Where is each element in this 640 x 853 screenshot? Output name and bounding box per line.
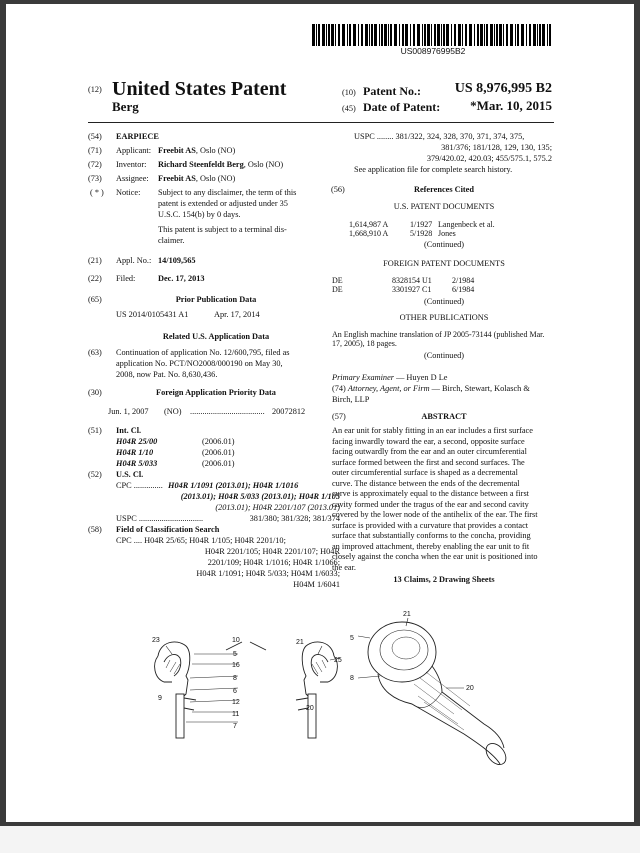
code-72: (72) [88,160,102,169]
viewer-background [0,826,640,853]
patent-date: *Mar. 10, 2015 [470,98,552,113]
abstract-line: closely against the concha when the ear unit is positioned into [332,552,538,561]
us-doc-number: 1,668,910 A [349,229,389,238]
notice-line: Subject to any disclaimer, the term of this [158,188,297,197]
continued-label: (Continued) [423,351,465,360]
notice-line: claimer. [158,236,185,245]
abstract-line: covered by the lower node of the antihelix of the ear. The first [332,510,538,519]
cpc-label: CPC .............. [116,481,163,490]
int-cl-class: H04R 1/10 [116,448,154,457]
int-cl-version: (2006.01) [202,459,235,468]
code-12: (12) [88,85,102,94]
primary-examiner: Primary Examiner — Huyen D Le [332,373,448,382]
field-search-line: H04R 1/1091; H04R 5/033; H04M 1/6033; [196,569,340,578]
right-uspc-line: USPC ........ 381/322, 324, 328, 370, 371, 374, 375, [354,132,525,141]
barcode-text: US008976995B2 [400,46,466,56]
figure-label: 9 [158,695,162,702]
abstract-line: outer circumferential surface is shaped as a decremental [332,468,518,477]
figure-label: 6 [233,688,237,695]
figure-label: 12 [232,699,240,706]
abstract-line: the ear. [332,562,356,572]
figure-label: 5 [350,635,354,642]
code-45: (45) [342,104,356,113]
figure-label: 8 [350,675,354,682]
patent-number: US 8,976,995 B2 [454,81,552,96]
code-30: (30) [88,388,102,397]
figure-label: 8 [233,675,237,682]
continuation-line: 2008, now Pat. No. 8,630,436. [116,370,218,379]
int-cl-class: H04R 25/00 [116,437,158,446]
figure-label: 20 [306,705,314,712]
right-uspc-line: 381/376; 181/128, 129, 130, 135; [441,143,552,152]
code-71: (71) [88,146,102,155]
abstract-line: cavity formed under the tragus of the ear and second cavity [332,499,529,509]
date-label: Date of Patent: [363,100,441,114]
code-63: (63) [88,348,102,357]
applicant-value: Freebit AS, Oslo (NO) [158,146,236,155]
figure-label: 21 [296,639,304,646]
code-54: (54) [88,132,102,141]
continuation-line: Continuation of application No. 12/600,795, filed as [116,348,290,357]
code-58: (58) [88,525,102,534]
field-search-title: Field of Classification Search [116,525,220,534]
int-cl-version: (2006.01) [202,437,235,446]
figure-label: 25 [334,657,342,664]
attorney-line: Birch, LLP [332,395,370,404]
figure-label: 21 [403,611,411,618]
other-publication-line: An English machine translation of JP 2005-73144 (published Mar. [332,330,545,339]
patent-page [6,4,634,822]
priority-country: (NO) [164,407,182,416]
foreign-doc-date: 6/1984 [452,285,475,294]
field-search-line: H04M 1/6041 [293,580,340,589]
abstract-line: surface is provided with a curvature that provides a contact [332,520,529,530]
code-52: (52) [88,470,102,479]
uspc-value: 381/380; 381/328; 381/374 [249,514,340,523]
field-search-line: CPC .... H04R 25/65; H04R 1/105; H04R 2201/10; [116,536,286,545]
abstract-line: an improved attachment, thereby enabling the ear unit to fit [332,541,530,551]
header-rule [88,122,554,123]
references-cited-title: References Cited [414,185,474,194]
assignee-value: Freebit AS, Oslo (NO) [158,174,236,183]
notice-label: Notice: [116,188,141,197]
right-uspc-line: 379/420.02, 420.03; 455/575.1, 575.2 [426,154,552,163]
figure-label: 7 [233,723,237,730]
figure-label: 10 [232,637,240,644]
code-notice: ( * ) [90,188,104,197]
filed-value: Dec. 17, 2013 [158,274,205,283]
earpiece-front-drawing [146,624,346,739]
code-56: (56) [331,185,345,194]
foreign-priority-title: Foreign Application Priority Data [156,388,276,397]
uspc-label: USPC ............................... [116,514,204,523]
other-publications-title: OTHER PUBLICATIONS [399,313,489,322]
us-doc-name: Langenbeck et al. [438,220,495,229]
other-publication-line: 17, 2005), 18 pages. [332,339,397,348]
priority-number: 20072812 [272,407,306,416]
int-cl-version: (2006.01) [202,448,235,457]
search-history-note: See application file for complete search history. [354,165,513,174]
cpc-line: H04R 1/1091 (2013.01); H04R 1/1016 [168,481,299,490]
figure-label: 5 [233,651,237,658]
us-cl-title: U.S. Cl. [116,470,144,479]
cpc-line: (2013.01); H04R 2201/107 (2013.01) [215,503,340,512]
continuation-line: application No. PCT/NO2008/000190 on May 30, [116,359,283,368]
int-cl-class: H04R 5/033 [116,459,158,468]
document-title: United States Patent [112,78,287,100]
foreign-doc-country: DE [332,276,343,285]
us-doc-date: 1/1927 [410,220,433,229]
foreign-doc-country: DE [332,285,343,294]
inventor-surname: Berg [112,99,139,114]
filed-label: Filed: [116,274,136,283]
earpiece-perspective-drawing [354,614,514,774]
assignee-label: Assignee: [116,174,149,183]
us-patent-docs-title: U.S. PATENT DOCUMENTS [393,202,495,211]
abstract-line: surface that substantially conforms to the concha, providing [332,531,531,540]
abstract-line: curve. The distance between the ends of the decremental [332,478,520,488]
us-doc-number: 1,614,987 A [349,220,389,229]
patent-no-label: Patent No.: [363,84,421,98]
abstract-line: surface formed between the first and second surfaces. The [332,457,525,467]
inventor-value: Richard Steenfeldt Berg, Oslo (NO) [158,160,284,169]
continued-label: (Continued) [423,297,465,306]
appl-no-value: 14/109,565 [158,256,196,265]
abstract-line: An ear unit for stably fitting in an ear includes a first surface [332,426,533,435]
us-doc-date: 5/1928 [410,229,433,238]
foreign-doc-number: 8328154 U1 [392,276,432,285]
foreign-doc-number: 3301927 C1 [392,285,432,294]
barcode [312,24,554,46]
code-10: (10) [342,88,356,97]
code-21: (21) [88,256,102,265]
continued-label: (Continued) [423,240,465,249]
notice-line: patent is extended or adjusted under 35 [158,199,288,208]
priority-date: Jun. 1, 2007 [108,407,149,416]
us-doc-name: Jones [438,229,456,238]
notice-line: U.S.C. 154(b) by 0 days. [158,210,241,219]
related-app-title: Related U.S. Application Data [162,332,270,341]
inventor-label: Inventor: [116,160,147,169]
code-51: (51) [88,426,102,435]
prior-publication-number: US 2014/0105431 A1 [116,310,189,319]
code-73: (73) [88,174,102,183]
cpc-line: (2013.01); H04R 5/033 (2013.01); H04R 1/105 [180,492,340,501]
foreign-doc-date: 2/1984 [452,276,475,285]
figure-label: 20 [466,685,474,692]
int-cl-title: Int. Cl. [116,426,142,435]
priority-dots: .................................... [190,407,265,416]
code-57: (57) [332,412,346,421]
figure-label: 23 [152,637,160,644]
attorney: (74) Attorney, Agent, or Firm — Birch, Stewart, Kolasch & [332,384,530,393]
abstract-line: facing inwardly toward the ear, a second, opposite surface [332,436,525,446]
abstract-line: curve is approximately equal to the distance between a first [332,489,529,498]
title-earpiece: EARPIECE [116,132,159,141]
figure-label: 16 [232,662,240,669]
prior-publication-title: Prior Publication Data [175,295,257,304]
foreign-patent-docs-title: FOREIGN PATENT DOCUMENTS [383,259,505,268]
abstract-title: ABSTRACT [421,412,467,421]
field-search-line: 2201/109; H04R 1/1016; H04R 1/1066; [207,558,340,567]
figure-label: 11 [232,711,240,718]
notice-line: This patent is subject to a terminal dis- [158,225,287,234]
prior-publication-date: Apr. 17, 2014 [214,310,260,319]
field-search-line: H04R 2201/105; H04R 2201/107; H04R [204,547,340,556]
code-22: (22) [88,274,102,283]
claims-summary: 13 Claims, 2 Drawing Sheets [393,575,495,584]
code-65: (65) [88,295,102,304]
abstract-line: facing outwardly from the ear and an outer circumferential [332,447,527,456]
applicant-label: Applicant: [116,146,152,155]
appl-no-label: Appl. No.: [116,256,152,265]
